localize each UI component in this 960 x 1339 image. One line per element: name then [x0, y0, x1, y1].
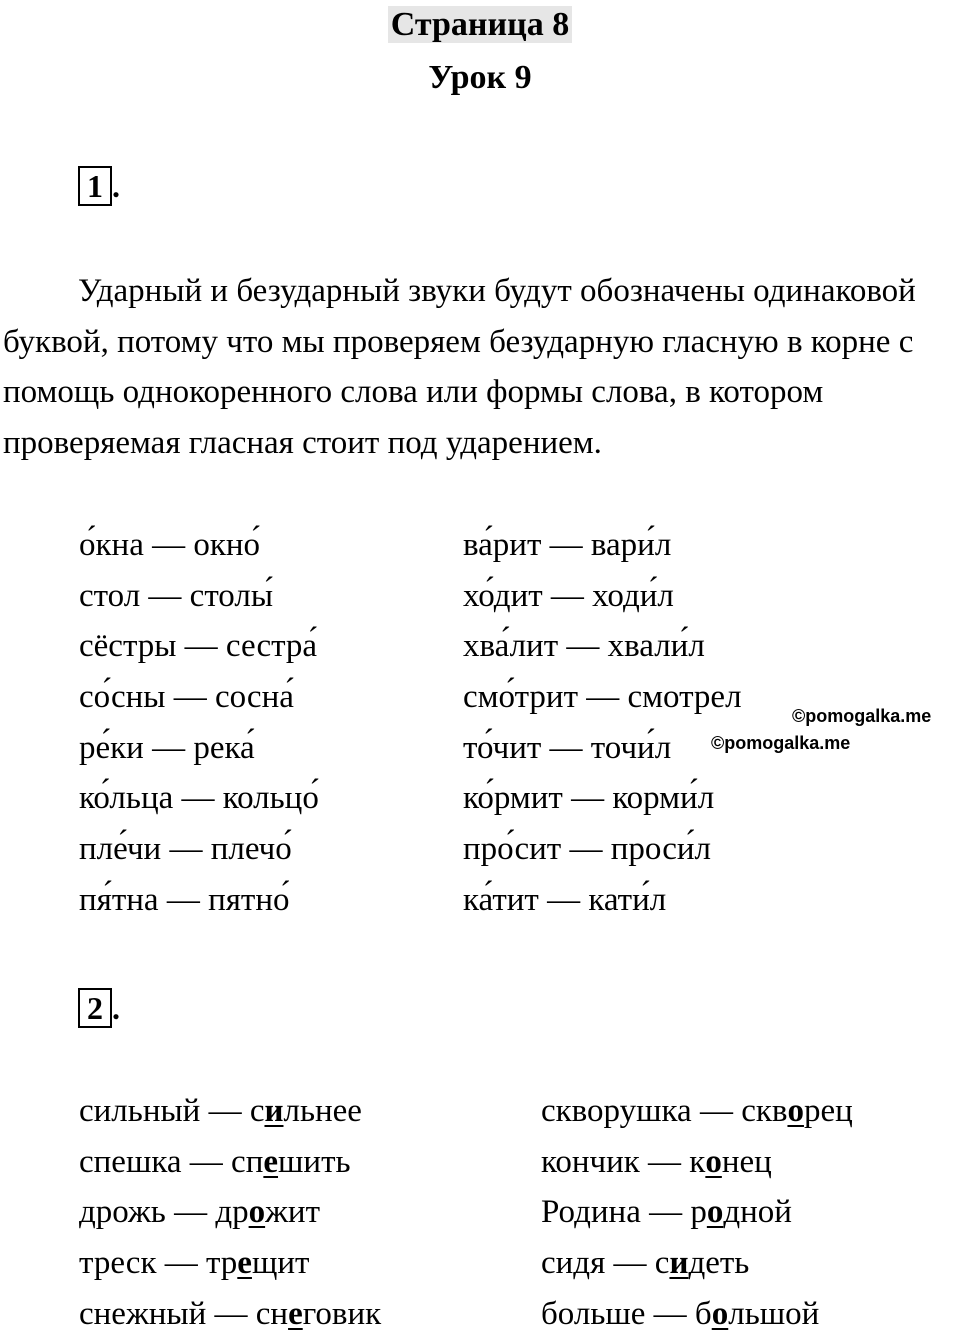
word-pair: ка́тит — кати́л [463, 881, 667, 918]
checked-vowel: е [237, 1245, 252, 1282]
task-2-left-column [79, 1086, 381, 1339]
task-2-number: 2 . [78, 988, 120, 1028]
task-2-number-box: 2 [78, 988, 112, 1028]
word-pair: хва́лит — хвали́л [463, 628, 705, 665]
checked-vowel: о [248, 1194, 266, 1231]
word-pair: пле́чи — плечо́ [79, 831, 292, 868]
word-pair: сидя — сидеть [541, 1245, 750, 1282]
word-pair: сёстры — сестра́ [79, 628, 318, 665]
page-title-text: Страница 8 [388, 6, 572, 43]
word-pair: больше — большой [541, 1295, 820, 1332]
word-pair: ко́льца — кольцо́ [79, 780, 319, 817]
word-pair: спешка — спешить [79, 1143, 351, 1180]
checked-vowel: о [787, 1093, 804, 1129]
word-pair: ре́ки — река́ [79, 729, 255, 766]
word-pair: снежный — снеговик [79, 1295, 382, 1332]
task-1-left-column [79, 520, 319, 926]
task-1-number: 1 . [78, 166, 120, 206]
word-pair: дрожь — дрожит [79, 1194, 320, 1231]
checked-vowel: о [706, 1194, 724, 1231]
task-1-right-column [463, 520, 742, 926]
word-pair: скворушка — скворец [541, 1093, 853, 1129]
watermark-text: ©pomogalka.me [792, 706, 932, 726]
word-pair: хо́дит — ходи́л [463, 577, 674, 614]
page-title [0, 3, 960, 47]
word-pair: о́кна — окно́ [79, 527, 261, 563]
word-pair: кончик — конец [541, 1143, 772, 1180]
word-pair: пя́тна — пятно́ [79, 881, 290, 918]
word-pair: стол — столы́ [79, 577, 274, 614]
word-pair: треск — трещит [79, 1245, 310, 1282]
task-1-number-box: 1 [78, 166, 112, 206]
word-pair: про́сит — проси́л [463, 831, 711, 868]
word-pair: сильный — сильнее [79, 1093, 362, 1129]
word-pair: ва́рит — вари́л [463, 527, 672, 563]
checked-vowel: е [263, 1143, 279, 1180]
checked-vowel: е [288, 1295, 303, 1332]
checked-vowel: о [705, 1143, 722, 1180]
checked-vowel: и [264, 1093, 284, 1129]
word-pair: со́сны — сосна́ [79, 679, 294, 716]
word-pair: смо́трит — смотрел [463, 679, 742, 716]
task-1-answer-paragraph: Ударный и безударный звуки будут обозначены одинаковой буквой, потому что мы проверяем безударную гласную в корне с помощь однокоренного слова или формы слова, в котором проверяемая гласная стоит под ударением. [3, 273, 916, 461]
word-pair: ко́рмит — корми́л [463, 780, 715, 817]
checked-vowel: и [669, 1245, 689, 1282]
word-pair: Родина — родной [541, 1194, 792, 1231]
watermark-text: ©pomogalka.me [711, 733, 851, 753]
word-pair: то́чит — точи́л [463, 729, 672, 766]
checked-vowel: о [711, 1295, 729, 1332]
lesson-title: Урок 9 [428, 59, 532, 96]
task-2-right-column [541, 1086, 853, 1339]
